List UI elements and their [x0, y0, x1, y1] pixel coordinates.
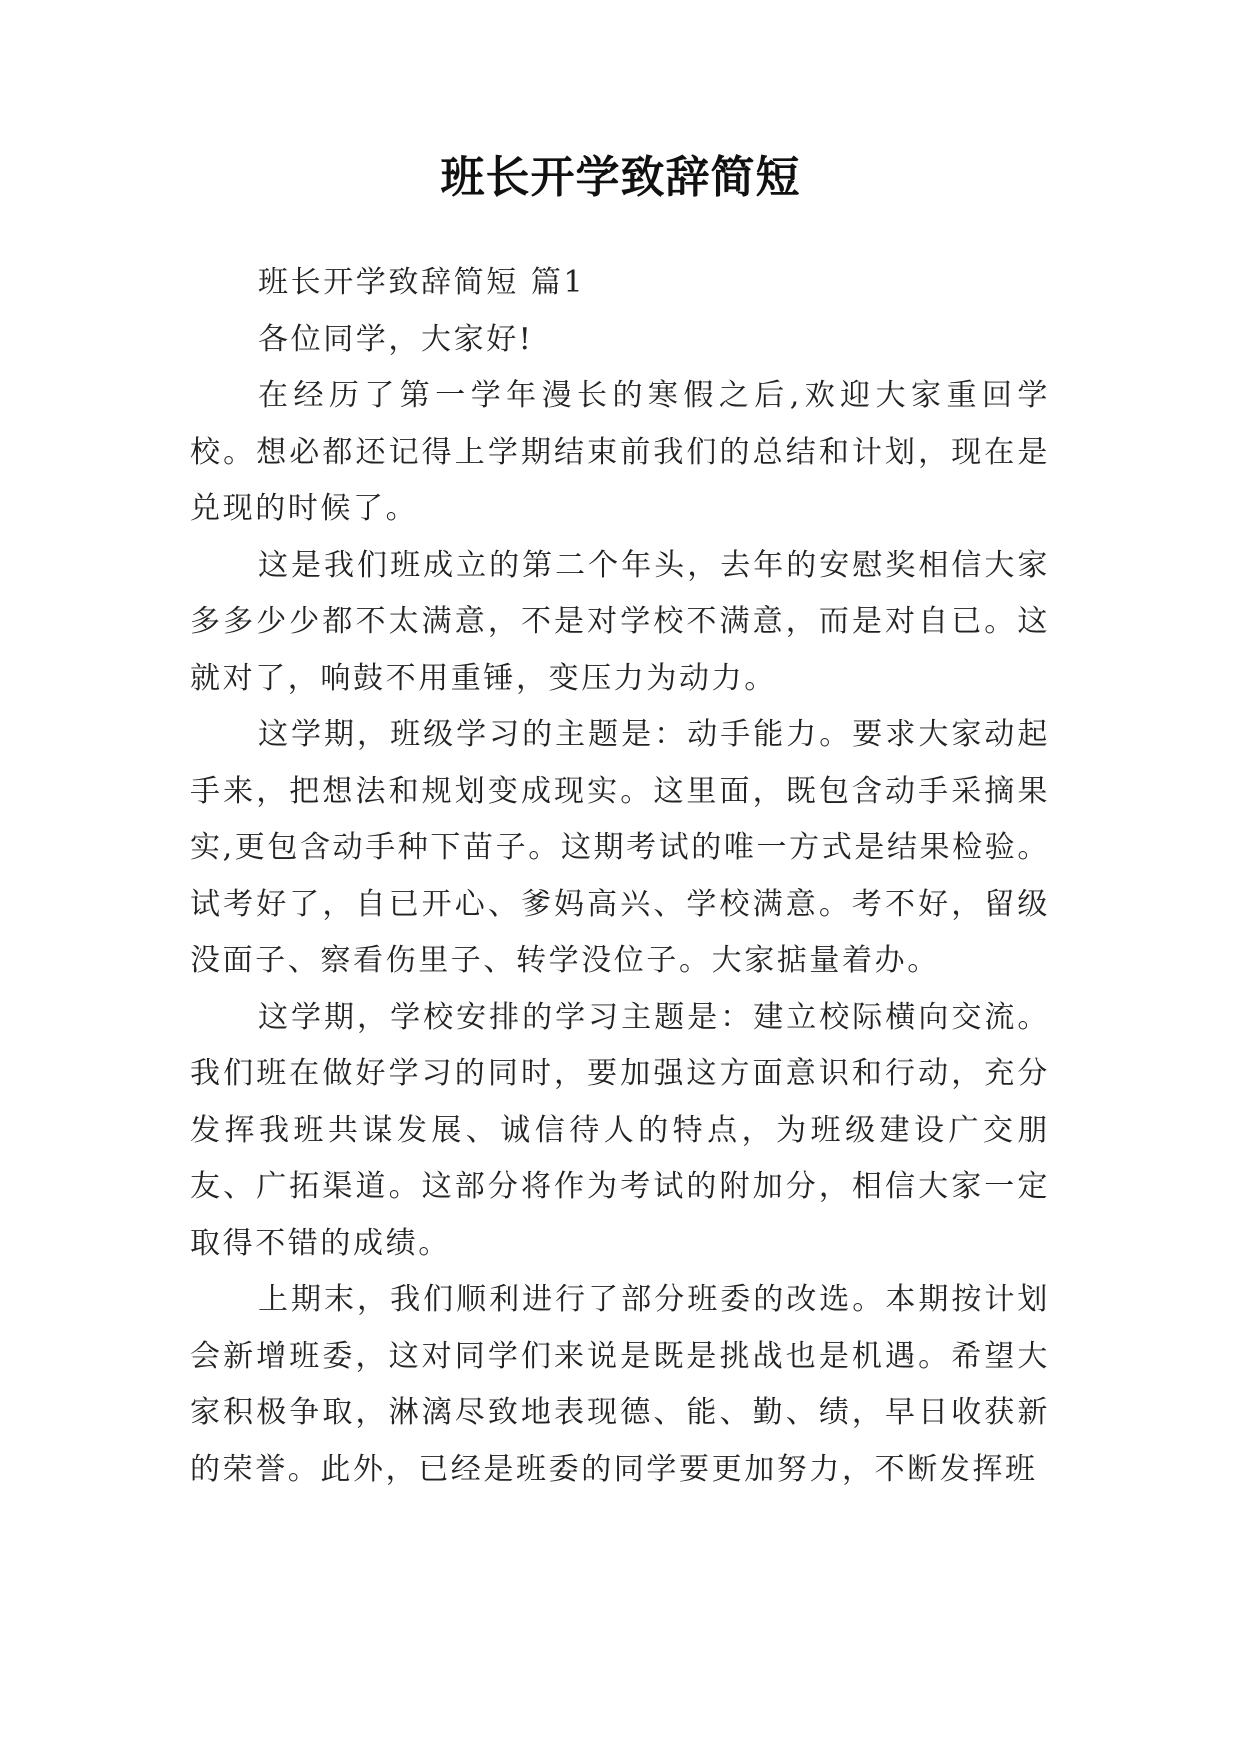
body-paragraph: 上期末，我们顺利进行了部分班委的改选。本期按计划会新增班委，这对同学们来说是既是挑战也是机遇。希望大家积极争取，淋漓尽致地表现德、能、勤、绩，早日收获新的荣誉。此外，已经是班委的同学要更加努力，不断发挥班	[190, 1282, 1050, 1487]
document-body	[190, 255, 1050, 1498]
body-paragraph: 这学期，学校安排的学习主题是：建立校际横向交流。我们班在做好学习的同时，要加强这方面意识和行动，充分发挥我班共谋发展、诚信待人的特点，为班级建设广交朋友、广拓渠道。这部分将作为考试的附加分，相信大家一定取得不错的成绩。	[190, 999, 1050, 1261]
body-paragraph: 在经历了第一学年漫长的寒假之后,欢迎大家重回学校。想必都还记得上学期结束前我们的总结和计划，现在是兑现的时候了。	[190, 378, 1050, 526]
body-paragraph: 这是我们班成立的第二个年头，去年的安慰奖相信大家多多少少都不太满意，不是对学校不满意，而是对自已。这就对了，响鼓不用重锤，变压力为动力。	[190, 547, 1050, 696]
document-title: 班长开学致辞简短	[440, 152, 801, 203]
greeting-paragraph: 各位同学，大家好!	[258, 321, 534, 357]
section-heading: 班长开学致辞简短 篇1	[258, 265, 586, 300]
body-paragraph: 这学期，班级学习的主题是：动手能力。要求大家动起手来，把想法和规划变成现实。这里面，既包含动手采摘果实,更包含动手种下苗子。这期考试的唯一方式是结果检验。试考好了，自已开心、爹妈高兴、学校满意。考不好，留级没面子、察看伤里子、转学没位子。大家掂量着办。	[190, 717, 1050, 978]
